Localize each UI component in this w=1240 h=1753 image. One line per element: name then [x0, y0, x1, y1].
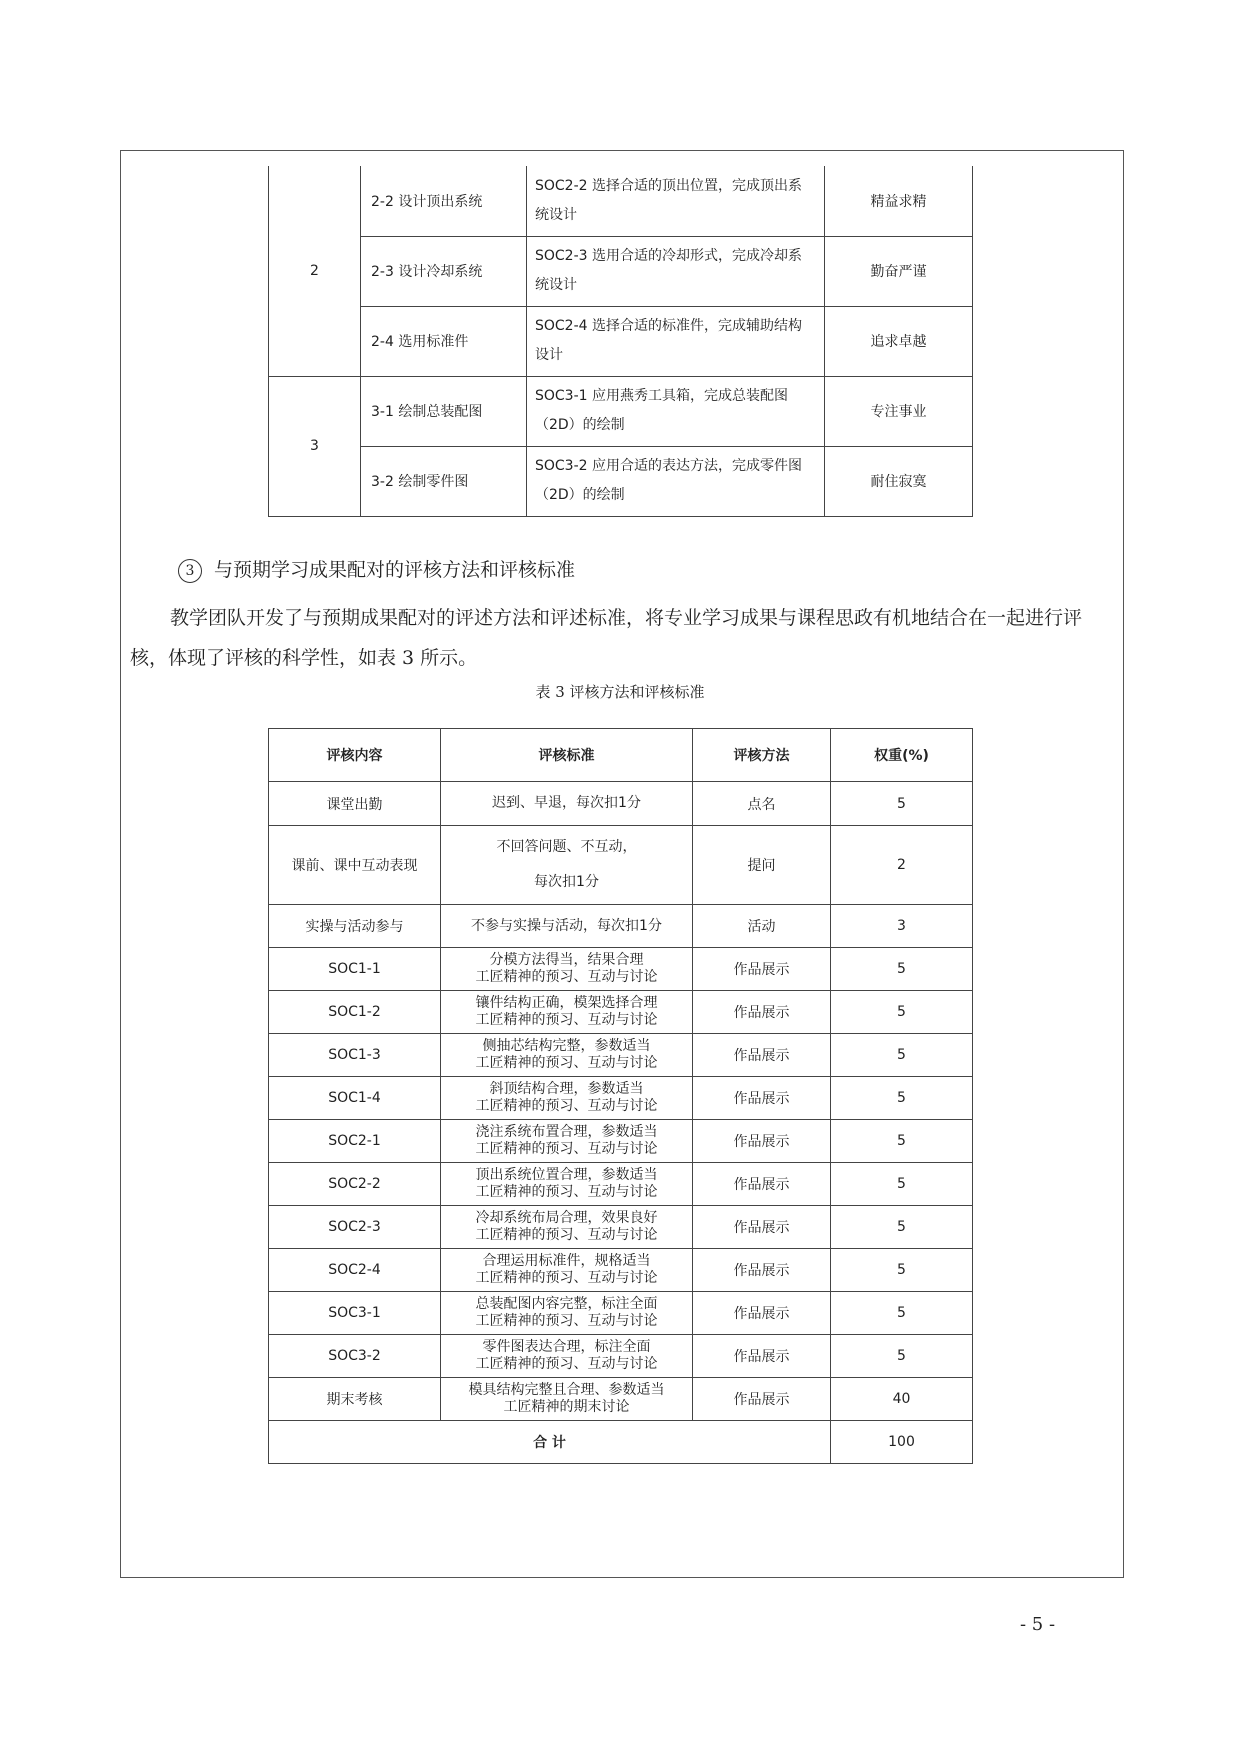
- method-cell: 作品展示: [693, 991, 831, 1034]
- criteria-line: 不回答问题、不互动，: [496, 839, 637, 855]
- criteria-cell: [441, 1034, 693, 1077]
- method-cell: 作品展示: [693, 1378, 831, 1421]
- method-cell: 作品展示: [693, 1249, 831, 1292]
- criteria-line: 工匠精神的预习、互动与讨论: [475, 1141, 658, 1157]
- criteria-line: 总装配图内容完整，标注全面: [475, 1296, 658, 1312]
- table-header-row: [269, 729, 973, 782]
- table-row: [269, 1335, 973, 1378]
- table-row: [269, 1120, 973, 1163]
- soc-line: SOC3-2 应用合适的表达方法，完成零件图: [535, 458, 802, 474]
- soc-cell: [527, 446, 825, 516]
- weight-cell: 5: [831, 1292, 973, 1335]
- criteria-cell: [441, 1206, 693, 1249]
- total-row: [269, 1421, 973, 1464]
- method-cell: 点名: [693, 782, 831, 826]
- value-cell: 精益求精: [825, 166, 973, 236]
- content-cell: SOC2-4: [269, 1249, 441, 1292]
- task-cell: 2-4 选用标准件: [361, 306, 527, 376]
- header-weight: 权重(%): [831, 729, 973, 782]
- weight-cell: 5: [831, 1163, 973, 1206]
- table-row: [269, 1077, 973, 1120]
- weight-cell: 3: [831, 905, 973, 948]
- value-cell: 勤奋严谨: [825, 236, 973, 306]
- table-row: [269, 376, 973, 446]
- criteria-line: 模具结构完整且合理、参数适当: [468, 1382, 665, 1398]
- criteria-line: 工匠精神的预习、互动与讨论: [475, 1356, 658, 1372]
- total-label: 合 计: [269, 1421, 831, 1464]
- criteria-cell: [441, 1163, 693, 1206]
- section-number-circle: 3: [178, 559, 202, 583]
- criteria-line: 零件图表达合理，标注全面: [482, 1339, 651, 1355]
- content-cell: SOC2-3: [269, 1206, 441, 1249]
- intro-paragraph: 教学团队开发了与预期成果配对的评述方法和评述标准，将专业学习成果与课程思政有机地结合在一起进行评核，体现了评核的科学性，如表 3 所示。: [130, 607, 1083, 669]
- criteria-line: 浇注系统布置合理，参数适当: [475, 1124, 658, 1140]
- task-cell: 3-2 绘制零件图: [361, 446, 527, 516]
- weight-cell: 5: [831, 1249, 973, 1292]
- table-row: [269, 1206, 973, 1249]
- method-cell: 作品展示: [693, 948, 831, 991]
- table-row: [269, 446, 973, 516]
- total-value: 100: [831, 1421, 973, 1464]
- criteria-cell: [441, 1335, 693, 1378]
- criteria-line: 工匠精神的预习、互动与讨论: [475, 1012, 658, 1028]
- table-row: [269, 236, 973, 306]
- content-cell: SOC1-1: [269, 948, 441, 991]
- content-cell: SOC2-2: [269, 1163, 441, 1206]
- section-heading: [178, 555, 575, 583]
- value-cell: 专注事业: [825, 376, 973, 446]
- table-row: [269, 782, 973, 826]
- weight-cell: 5: [831, 948, 973, 991]
- weight-cell: 5: [831, 1034, 973, 1077]
- criteria-cell: [441, 905, 693, 948]
- criteria-line: 工匠精神的预习、互动与讨论: [475, 969, 658, 985]
- task-cell: 2-3 设计冷却系统: [361, 236, 527, 306]
- content-cell: 课前、课中互动表现: [269, 826, 441, 905]
- group-number: 2: [269, 166, 361, 376]
- header-content: 评核内容: [269, 729, 441, 782]
- content-cell: 课堂出勤: [269, 782, 441, 826]
- page-number: - 5 -: [1020, 1614, 1056, 1635]
- learning-outcomes-table-continued: [268, 166, 973, 517]
- weight-cell: 5: [831, 991, 973, 1034]
- method-cell: 作品展示: [693, 1034, 831, 1077]
- method-cell: 提问: [693, 826, 831, 905]
- content-cell: 期末考核: [269, 1378, 441, 1421]
- table-row: [269, 1292, 973, 1335]
- criteria-line: 不参与实操与活动，每次扣1分: [471, 917, 662, 934]
- task-cell: 2-2 设计顶出系统: [361, 166, 527, 236]
- criteria-line: 合理运用标准件，规格适当: [482, 1253, 651, 1269]
- section-title: 与预期学习成果配对的评核方法和评核标准: [214, 559, 576, 581]
- value-cell: 耐住寂寞: [825, 446, 973, 516]
- assessment-table: [268, 728, 973, 1464]
- method-cell: 活动: [693, 905, 831, 948]
- criteria-cell: [441, 1378, 693, 1421]
- method-cell: 作品展示: [693, 1206, 831, 1249]
- content-cell: SOC3-1: [269, 1292, 441, 1335]
- weight-cell: 5: [831, 1335, 973, 1378]
- weight-cell: 40: [831, 1378, 973, 1421]
- weight-cell: 5: [831, 1120, 973, 1163]
- criteria-line: 顶出系统位置合理，参数适当: [475, 1167, 658, 1183]
- criteria-cell: [441, 1077, 693, 1120]
- weight-cell: 5: [831, 1206, 973, 1249]
- content-cell: SOC2-1: [269, 1120, 441, 1163]
- soc-line: （2D）的绘制: [535, 487, 625, 503]
- task-cell: 3-1 绘制总装配图: [361, 376, 527, 446]
- header-criteria: 评核标准: [441, 729, 693, 782]
- criteria-cell: [441, 1292, 693, 1335]
- table-caption: 表 3 评核方法和评核标准: [535, 683, 705, 701]
- table-row: [269, 826, 973, 905]
- soc-line: 统设计: [535, 277, 577, 293]
- content-cell: SOC1-4: [269, 1077, 441, 1120]
- soc-line: SOC2-3 选用合适的冷却形式，完成冷却系: [535, 248, 802, 264]
- table-row: [269, 1378, 973, 1421]
- soc-line: SOC3-1 应用燕秀工具箱，完成总装配图: [535, 388, 788, 404]
- criteria-line: 每次扣1分: [534, 874, 599, 890]
- weight-cell: 5: [831, 782, 973, 826]
- value-cell: 追求卓越: [825, 306, 973, 376]
- soc-cell: [527, 306, 825, 376]
- soc-line: SOC2-4 选择合适的标准件，完成辅助结构: [535, 318, 802, 334]
- table-row: [269, 166, 973, 236]
- criteria-line: 工匠精神的预习、互动与讨论: [475, 1098, 658, 1114]
- criteria-cell: [441, 826, 693, 905]
- method-cell: 作品展示: [693, 1120, 831, 1163]
- soc-cell: [527, 376, 825, 446]
- weight-cell: 2: [831, 826, 973, 905]
- criteria-line: 工匠精神的预习、互动与讨论: [475, 1055, 658, 1071]
- table-row: [269, 1249, 973, 1292]
- group-number: 3: [269, 376, 361, 516]
- content-cell: SOC3-2: [269, 1335, 441, 1378]
- criteria-line: 工匠精神的预习、互动与讨论: [475, 1313, 658, 1329]
- weight-cell: 5: [831, 1077, 973, 1120]
- criteria-line: 分模方法得当，结果合理: [489, 952, 644, 968]
- criteria-cell: [441, 1249, 693, 1292]
- criteria-line: 侧抽芯结构完整，参数适当: [482, 1038, 651, 1054]
- header-method: 评核方法: [693, 729, 831, 782]
- criteria-cell: [441, 991, 693, 1034]
- method-cell: 作品展示: [693, 1335, 831, 1378]
- soc-line: 设计: [535, 347, 563, 363]
- criteria-line: 迟到、早退，每次扣1分: [492, 795, 641, 811]
- criteria-line: 工匠精神的预习、互动与讨论: [475, 1270, 658, 1286]
- soc-cell: [527, 236, 825, 306]
- soc-line: SOC2-2 选择合适的顶出位置，完成顶出系: [535, 177, 802, 194]
- table-row: [269, 306, 973, 376]
- soc-line: 统设计: [535, 206, 577, 223]
- criteria-line: 斜顶结构合理，参数适当: [489, 1081, 644, 1097]
- criteria-cell: [441, 782, 693, 826]
- criteria-line: 工匠精神的预习、互动与讨论: [475, 1227, 658, 1243]
- content-cell: SOC1-2: [269, 991, 441, 1034]
- content-cell: SOC1-3: [269, 1034, 441, 1077]
- soc-line: （2D）的绘制: [535, 417, 625, 433]
- content-cell: 实操与活动参与: [269, 905, 441, 948]
- table-row: [269, 948, 973, 991]
- table-row: [269, 991, 973, 1034]
- method-cell: 作品展示: [693, 1292, 831, 1335]
- table-row: [269, 1034, 973, 1077]
- criteria-cell: [441, 1120, 693, 1163]
- criteria-line: 工匠精神的期末讨论: [503, 1399, 630, 1415]
- criteria-line: 工匠精神的预习、互动与讨论: [475, 1184, 658, 1200]
- soc-cell: [527, 166, 825, 236]
- criteria-line: 镶件结构正确，模架选择合理: [475, 995, 658, 1011]
- table-row: [269, 1163, 973, 1206]
- table-row: [269, 905, 973, 948]
- method-cell: 作品展示: [693, 1163, 831, 1206]
- method-cell: 作品展示: [693, 1077, 831, 1120]
- criteria-cell: [441, 948, 693, 991]
- criteria-line: 冷却系统布局合理，效果良好: [475, 1210, 658, 1226]
